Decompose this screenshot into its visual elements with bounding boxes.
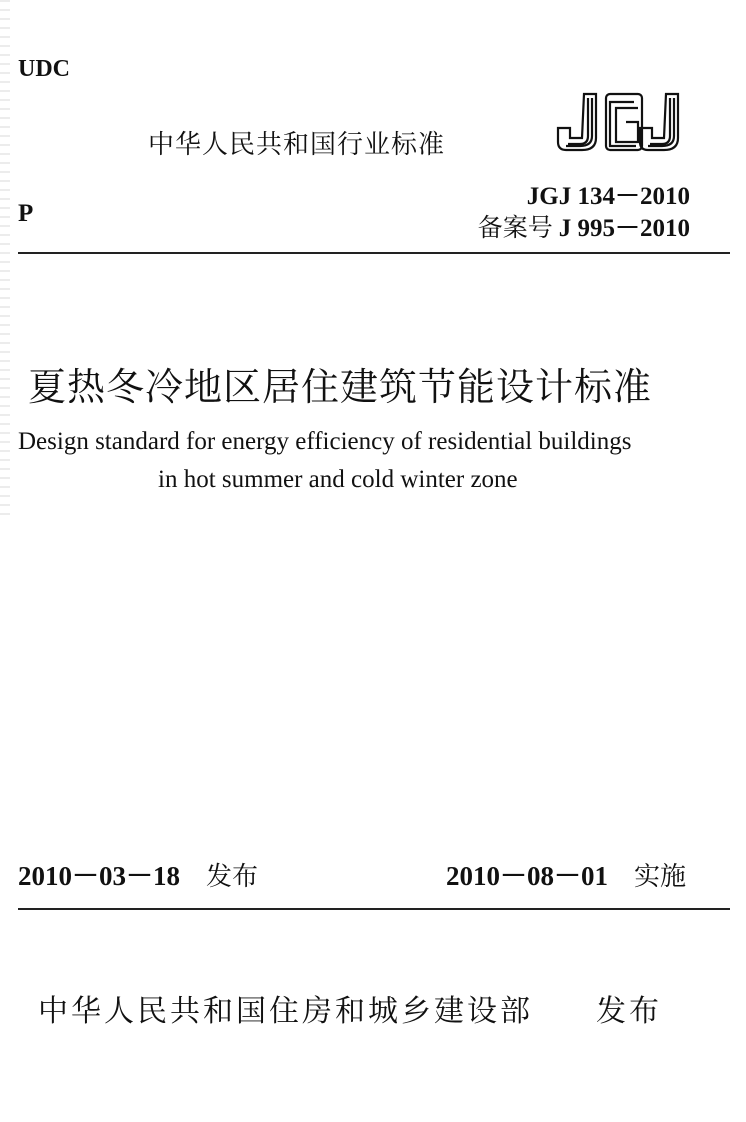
- record-label: 备案号: [477, 213, 553, 242]
- industry-standard-heading: 中华人民共和国行业标准: [148, 130, 446, 160]
- issue-date-value: 2010－03－18: [18, 861, 180, 891]
- effective-label: 实施: [634, 862, 687, 892]
- top-divider: [18, 252, 730, 254]
- title-english-line1: Design standard for energy efficiency of residential buildings: [18, 428, 632, 455]
- publisher-action: 发布: [596, 994, 662, 1029]
- record-number: [478, 208, 690, 244]
- publisher-name: 中华人民共和国住房和城乡建设部: [38, 994, 533, 1029]
- udc-label: UDC: [18, 56, 70, 82]
- standard-code: JGJ 134－2010: [526, 183, 690, 210]
- classification-letter: P: [18, 200, 34, 227]
- record-code: J 995－2010: [558, 215, 690, 242]
- issue-date: [18, 854, 258, 893]
- title-english-line2: in hot summer and cold winter zone: [158, 466, 518, 493]
- bottom-divider: [18, 908, 730, 910]
- title-chinese: 夏热冬冷地区居住建筑节能设计标准: [28, 365, 653, 409]
- jgj-logo: [554, 88, 696, 154]
- effective-date: [446, 854, 686, 893]
- scan-edge-noise: [0, 0, 10, 520]
- effective-date-value: 2010－08－01: [446, 861, 608, 891]
- issue-label: 发布: [206, 862, 259, 892]
